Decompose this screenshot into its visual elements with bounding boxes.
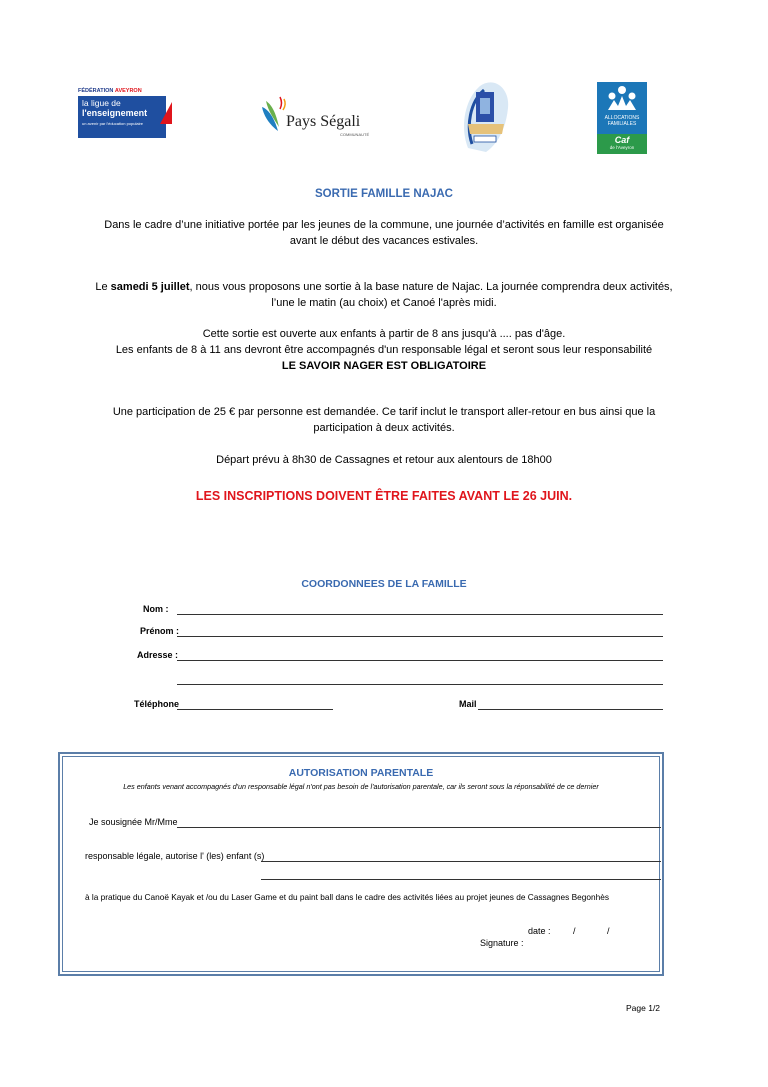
- logo-region-text: AVEYRON: [114, 88, 142, 94]
- caf-family-icon: [604, 84, 640, 114]
- page-number: Page 1/2: [626, 1003, 661, 1013]
- caf-line2: FAMILIALES: [607, 120, 637, 127]
- departure-text: Départ prévu à 8h30 de Cassagnes et retour aux alentours de 18h00: [216, 454, 552, 466]
- pays-segali-name: Pays Ségali: [286, 113, 361, 130]
- nom-label: Nom :: [143, 604, 169, 614]
- adresse-field-line2[interactable]: [177, 684, 663, 685]
- nom-field[interactable]: [177, 614, 663, 615]
- practice-text: à la pratique du Canoë Kayak et /ou du Laser Game et du paint ball dans le cadre des activités liées au projet jeunes de Cassagnes Begonhès: [85, 892, 609, 902]
- caf-line1: ALLOCATIONS: [604, 115, 640, 121]
- ligue-enseignement-logo: [78, 88, 173, 140]
- prenom-field[interactable]: [177, 636, 663, 637]
- price-line2: participation à deux activités.: [313, 422, 455, 434]
- family-section-title: COORDONNEES DE LA FAMILLE: [301, 578, 467, 590]
- price-line1: Une participation de 25 € par personne est demandée. Ce tarif inclut le transport aller-retour en bus ainsi que la: [112, 406, 656, 418]
- prenom-label: Prénom :: [140, 626, 180, 636]
- caf-name: Caf: [614, 135, 630, 145]
- logo-line1: la ligue de: [82, 98, 121, 108]
- authorization-title: AUTORISATION PARENTALE: [288, 767, 434, 779]
- age-line1: Cette sortie est ouverte aux enfants à partir de 8 ans jusqu'à .... pas d'âge.: [202, 328, 566, 340]
- date-slash-2: /: [607, 926, 610, 936]
- mail-field[interactable]: [478, 709, 663, 710]
- pays-segali-leaf-icon: [258, 95, 288, 135]
- undersigned-label: Je sousignée Mr/Mme: [89, 817, 178, 827]
- adresse-label: Adresse :: [137, 650, 179, 660]
- date-line2: l’une le matin (au choix) et Canoé l'après midi.: [271, 297, 497, 309]
- logo-tagline: un avenir par l'éducation populaire: [82, 121, 144, 126]
- caf-aveyron-logo: [597, 82, 647, 154]
- children-field[interactable]: [261, 861, 661, 862]
- adresse-field[interactable]: [177, 660, 663, 661]
- telephone-field[interactable]: [177, 709, 333, 710]
- authorization-note: Les enfants venant accompagnés d'un responsable légal n'ont pas besoin de l'autorisation parentale, car ils seront sous la réponsabilité de ce dernier: [123, 782, 599, 791]
- pays-segali-sub: COMMUNAUTÉ: [340, 132, 370, 137]
- event-date: samedi 5 juillet: [110, 281, 190, 293]
- cassagnes-begonhes-crest-logo: [458, 78, 514, 156]
- swim-requirement: LE SAVOIR NAGER EST OBLIGATOIRE: [281, 360, 487, 372]
- date-post: , nous vous proposons une sortie à la base nature de Najac. La journée comprendra deux activités,: [189, 281, 673, 293]
- red-triangle-icon: [160, 102, 172, 124]
- intro-paragraph: [40, 217, 728, 249]
- undersigned-field[interactable]: [177, 827, 661, 828]
- price-paragraph: [40, 404, 728, 436]
- age-paragraph: [40, 326, 728, 374]
- children-field-line2[interactable]: [261, 879, 661, 880]
- page-title: SORTIE FAMILLE NAJAC: [314, 188, 453, 200]
- intro-line1: Dans le cadre d’une initiative portée par les jeunes de la commune, une journée d’activités en famille est organisée: [104, 219, 664, 231]
- date-label: date :: [528, 926, 551, 936]
- telephone-label: Téléphone: [134, 699, 180, 709]
- deadline-text: LES INSCRIPTIONS DOIVENT ÊTRE FAITES AVANT LE 26 JUIN.: [195, 489, 573, 503]
- signature-label: Signature :: [480, 938, 524, 948]
- pays-segali-logo: [258, 95, 378, 140]
- date-slash-1: /: [573, 926, 576, 936]
- responsible-label: responsable légale, autorise l' (les) enfant (s): [85, 851, 265, 861]
- caf-dept: de l'Aveyron: [609, 145, 635, 150]
- mail-label: Mail: [459, 699, 477, 709]
- date-paragraph: [40, 279, 728, 311]
- age-line2: Les enfants de 8 à 11 ans devront être accompagnés d'un responsable légal et seront sous leur responsabilité: [115, 344, 653, 356]
- logo-federation-text: FÉDÉRATION: [78, 88, 114, 94]
- intro-line2: avant le début des vacances estivales.: [289, 235, 479, 247]
- logo-line2: l'enseignement: [82, 108, 148, 118]
- date-pre: Le: [95, 281, 111, 293]
